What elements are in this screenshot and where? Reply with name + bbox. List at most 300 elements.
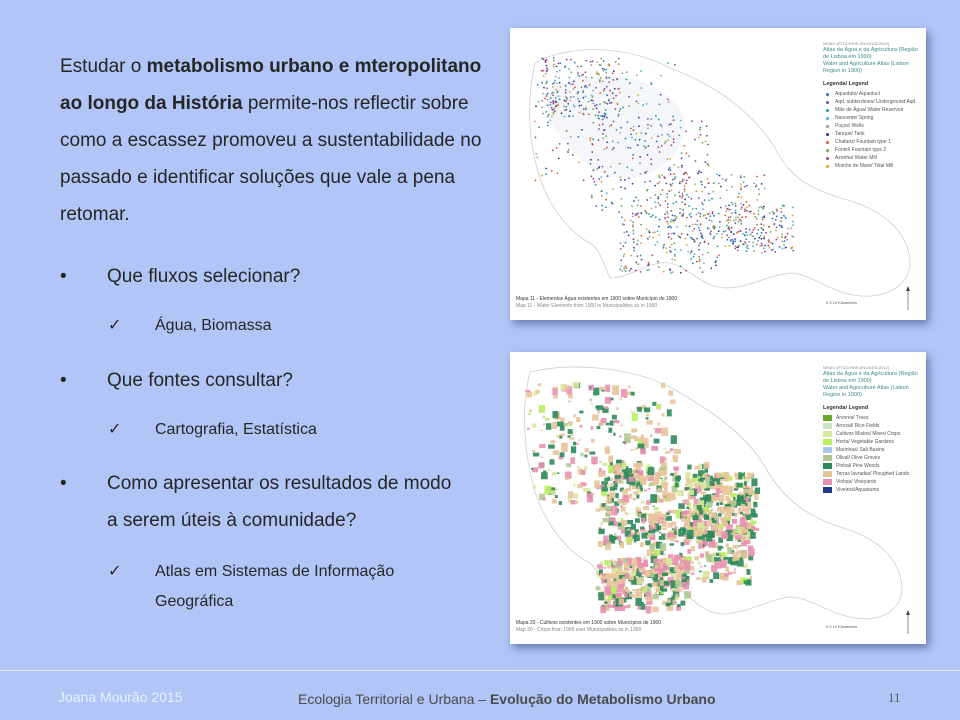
map-point (599, 79, 601, 81)
map-point (761, 238, 763, 240)
map-point (577, 74, 579, 76)
map-point (599, 103, 601, 105)
map-point (740, 188, 742, 190)
map-point (666, 211, 668, 213)
map-point (758, 210, 760, 212)
map-point (674, 215, 676, 217)
map-point (772, 243, 774, 245)
land-use-patch (568, 429, 573, 434)
land-use-patch (629, 576, 634, 580)
map-point (554, 80, 556, 82)
map-point (763, 224, 765, 226)
land-use-patch (608, 605, 613, 608)
map-point (673, 138, 675, 140)
map-point (698, 249, 700, 251)
caption-pt: Mapa 11 - Elementos Água existentes em 1900 sobre Município de 1900 (516, 296, 678, 302)
land-use-patch (634, 539, 636, 542)
land-use-patch (629, 477, 635, 482)
map-point (635, 270, 637, 272)
land-use-patch (683, 540, 686, 542)
legend-label: Horta/ Vegetable Gardens (836, 438, 894, 445)
map-point (659, 181, 661, 183)
map-point (764, 251, 766, 253)
land-use-patch (595, 406, 598, 409)
map-point (535, 137, 537, 139)
map-point (614, 108, 616, 110)
map-point (674, 255, 676, 257)
map-point (657, 230, 659, 232)
map-point (740, 203, 742, 205)
map-point (752, 235, 754, 237)
map-point (686, 244, 688, 246)
land-use-patch (681, 542, 684, 546)
map-point (657, 183, 659, 185)
map-point (654, 201, 656, 203)
land-use-patch (659, 536, 665, 540)
land-use-patch (532, 424, 536, 428)
map-point (729, 245, 731, 247)
map-point (679, 183, 681, 185)
map-title-en: Water and Agriculture Atlas (Lisbon Region in 1900) (823, 61, 909, 74)
map-point (785, 247, 787, 249)
land-use-patch (683, 570, 685, 572)
map-point (726, 239, 728, 241)
map-point (703, 263, 705, 265)
map-point (655, 115, 657, 117)
land-use-patch (559, 501, 562, 505)
land-use-patch (565, 385, 570, 390)
map-point (640, 255, 642, 257)
map-point (672, 183, 674, 185)
land-use-patch (619, 599, 624, 605)
map-point (695, 190, 697, 192)
map-point (683, 145, 685, 147)
map-point (699, 260, 701, 262)
map-point (624, 188, 626, 190)
map-point (617, 115, 619, 117)
map-point (683, 212, 685, 214)
land-use-patch (657, 422, 660, 425)
map-point (635, 197, 637, 199)
map-point (648, 145, 650, 147)
land-use-patch (531, 468, 533, 470)
land-use-patch (748, 548, 755, 556)
map-point (745, 201, 747, 203)
map-point (631, 169, 633, 171)
map-point (652, 237, 654, 239)
land-use-patch (652, 402, 656, 406)
land-use-patch (544, 486, 551, 495)
map-point (604, 88, 606, 90)
map-point (719, 175, 721, 177)
land-use-patch (598, 575, 602, 577)
map-point (669, 250, 671, 252)
map-point (646, 171, 648, 173)
map-point (594, 105, 596, 107)
land-use-patch (555, 495, 558, 498)
map-point (633, 129, 635, 131)
map-point (592, 178, 594, 180)
land-use-patch (732, 519, 738, 524)
map-point (687, 251, 689, 253)
map-title-pt: Atlas da Água e da Agricultura (Região de Lisboa em 1900) (823, 47, 918, 60)
map-point (546, 81, 548, 83)
map-point (591, 175, 593, 177)
land-use-patch (664, 581, 670, 586)
land-use-patch (711, 565, 717, 572)
land-use-patch (707, 544, 709, 546)
map-point (572, 154, 574, 156)
map-point (668, 169, 670, 171)
map-point (792, 250, 794, 252)
map-point (715, 262, 717, 264)
land-use-patch (736, 527, 741, 534)
map-point (762, 216, 764, 218)
land-use-patch (628, 534, 631, 537)
caption-en: Map 20 - Crops from 1900 over Municipalities as in 1900 (516, 627, 642, 633)
map-point (638, 103, 640, 105)
map-point (688, 155, 690, 157)
map-point (697, 224, 699, 226)
map-point (574, 106, 576, 108)
map-point (556, 71, 558, 73)
land-use-patch (732, 571, 736, 574)
land-use-patch (734, 488, 738, 490)
land-use-patch (608, 465, 614, 473)
map-point (714, 236, 716, 238)
map-point (673, 141, 675, 143)
land-use-patch (718, 546, 722, 551)
map-point (763, 236, 765, 238)
legend-item (823, 470, 923, 478)
land-use-patch (580, 425, 582, 427)
map-point (669, 167, 671, 169)
map-point (681, 165, 683, 167)
map-point (757, 229, 759, 231)
map-point (630, 255, 632, 257)
map-point (545, 173, 547, 175)
land-use-patch (590, 452, 596, 455)
land-use-patch (611, 587, 616, 594)
land-use-patch (726, 474, 729, 476)
map-point (632, 154, 634, 156)
map-point (596, 168, 598, 170)
map-point (746, 234, 748, 236)
map-point (622, 223, 624, 225)
land-use-patch (611, 506, 618, 516)
map-point (568, 77, 570, 79)
land-use-patch (643, 506, 649, 510)
land-use-patch (745, 486, 747, 489)
map-point (541, 106, 543, 108)
map-point (635, 213, 637, 215)
map-point (601, 205, 603, 207)
land-use-patch (673, 601, 677, 603)
map-point (735, 222, 737, 224)
land-use-patch (751, 526, 755, 530)
map-point (654, 194, 656, 196)
map-point (774, 251, 776, 253)
land-use-patch (652, 607, 658, 613)
map-point (726, 220, 728, 222)
map-point (694, 139, 696, 141)
map-point (619, 163, 621, 165)
map-point (640, 224, 642, 226)
map-point (704, 214, 706, 216)
map-point (792, 224, 794, 226)
map-point (638, 199, 640, 201)
land-use-patch (601, 418, 607, 423)
land-use-patch (667, 599, 671, 603)
map-point (786, 239, 788, 241)
land-use-patch (616, 593, 622, 597)
land-use-patch (671, 510, 676, 514)
map-point (738, 245, 740, 247)
map-point (700, 134, 702, 136)
map-point (678, 134, 680, 136)
map-point (696, 238, 698, 240)
map-point (671, 244, 673, 246)
legend-swatch (823, 479, 832, 485)
map-point (555, 76, 557, 78)
land-use-patch (734, 513, 737, 517)
map-point (547, 69, 549, 71)
map-point (731, 231, 733, 233)
map-point (669, 246, 671, 248)
map-point (563, 105, 565, 107)
land-use-patch (648, 467, 655, 475)
map-point (566, 59, 568, 61)
land-use-patch (636, 564, 638, 566)
land-use-patch (710, 579, 714, 583)
land-use-patch (671, 498, 674, 499)
land-use-patch (605, 586, 612, 595)
map-point (720, 207, 722, 209)
map-point (612, 72, 614, 74)
land-use-patch (716, 502, 719, 506)
map-point (605, 113, 607, 115)
land-use-patch (662, 573, 668, 577)
map-point (740, 183, 742, 185)
map-point (685, 131, 687, 133)
map-point (714, 227, 716, 229)
land-use-patch (599, 561, 603, 564)
map-point (605, 206, 607, 208)
map-point (734, 248, 736, 250)
map-point (569, 91, 571, 93)
land-use-patch (675, 588, 682, 592)
map-point (615, 61, 617, 63)
map-point (754, 216, 756, 218)
map-point (731, 186, 733, 188)
map-point (735, 210, 737, 212)
map-point (664, 143, 666, 145)
map-point (719, 221, 721, 223)
map-point (708, 193, 710, 195)
land-use-patch (541, 457, 543, 458)
map-point (565, 96, 567, 98)
map-point (770, 242, 772, 244)
land-use-patch (543, 497, 546, 501)
map-point (636, 255, 638, 257)
legend-item (823, 138, 923, 146)
land-use-patch (636, 576, 639, 579)
map-point (648, 263, 650, 265)
map-point (752, 245, 754, 247)
map-point (776, 239, 778, 241)
map-point (671, 238, 673, 240)
map-point (741, 206, 743, 208)
land-use-patch (681, 601, 686, 606)
map-point (758, 189, 760, 191)
map-point (572, 115, 574, 117)
map-point (689, 176, 691, 178)
map-point (564, 100, 566, 102)
land-use-patch (543, 470, 546, 472)
map-point (712, 213, 714, 215)
legend-label: Azenha/ Water Mill (835, 154, 877, 161)
land-use-patch (670, 588, 672, 590)
intro-paragraph (60, 48, 490, 233)
map-point (781, 226, 783, 228)
land-use-patch (620, 397, 622, 401)
map-point (630, 220, 632, 222)
map-point (691, 250, 693, 252)
map-point (740, 186, 742, 188)
map-point (713, 182, 715, 184)
land-use-patch (662, 483, 668, 488)
land-use-patch (699, 571, 702, 573)
map-point (574, 61, 576, 63)
land-use-patch (693, 505, 697, 508)
map-point (631, 205, 633, 207)
land-use-patch (605, 506, 612, 510)
land-use-patch (750, 519, 752, 521)
page-number: 11 (888, 690, 901, 705)
map-point (609, 126, 611, 128)
map-point (720, 186, 722, 188)
map-point (565, 92, 567, 94)
map-point (605, 72, 607, 74)
map-point (691, 238, 693, 240)
land-use-patch (647, 588, 651, 593)
map-point (590, 61, 592, 63)
land-use-patch (694, 526, 697, 531)
legend-swatch (823, 431, 832, 437)
map-point (585, 96, 587, 98)
map-point (579, 112, 581, 114)
land-use-patch (652, 516, 659, 521)
map-point (673, 173, 675, 175)
map-point (725, 245, 727, 247)
map-point (761, 245, 763, 247)
map-point (578, 101, 580, 103)
map-point (579, 75, 581, 77)
map-point (756, 233, 758, 235)
land-use-patch (653, 428, 655, 430)
map-point (699, 258, 701, 260)
legend-marker (826, 101, 829, 104)
legend-label: Pinhal/ Pine Woods (836, 462, 880, 469)
map-point (631, 137, 633, 139)
map-point (657, 202, 659, 204)
land-use-patch (621, 520, 627, 526)
legend-item (823, 438, 923, 446)
map-point (703, 209, 705, 211)
map-point (667, 99, 669, 101)
map-point (692, 208, 694, 210)
map-point (552, 86, 554, 88)
land-use-patch (608, 595, 613, 600)
map-point (624, 179, 626, 181)
map-point (598, 118, 600, 120)
map-point (582, 80, 584, 82)
map-point (559, 98, 561, 100)
land-use-patch (703, 571, 708, 577)
map-point (550, 97, 552, 99)
land-use-patch (626, 537, 631, 543)
land-use-patch (662, 413, 665, 416)
land-use-patch (546, 423, 551, 430)
land-use-patch (614, 568, 619, 572)
land-use-patch (597, 564, 603, 568)
land-use-patch (599, 468, 602, 472)
map-point (558, 77, 560, 79)
land-use-patch (566, 463, 571, 467)
map-point (748, 248, 750, 250)
map-point (644, 181, 646, 183)
map-point (552, 150, 554, 152)
map-point (567, 151, 569, 153)
map-point (661, 174, 663, 176)
map-point (731, 239, 733, 241)
map-point (541, 70, 543, 72)
map-point (678, 166, 680, 168)
map-point (654, 185, 656, 187)
map-point (586, 87, 588, 89)
land-use-patch (731, 501, 736, 507)
land-use-patch (646, 606, 652, 614)
land-use-patch (607, 484, 610, 488)
land-use-patch (666, 512, 669, 514)
map-point (686, 217, 688, 219)
map-point (792, 207, 794, 209)
legend-label: Poços/ Wells (835, 122, 864, 129)
map-point (650, 84, 652, 86)
map-point (555, 89, 557, 91)
map-point (660, 124, 662, 126)
land-use-patch (730, 493, 737, 497)
map-point (710, 234, 712, 236)
map-point (734, 245, 736, 247)
land-use-patch (566, 477, 569, 480)
scale-bar: 0 5 10 Kilometers (826, 300, 858, 305)
land-use-patch (647, 420, 653, 425)
map-point (559, 70, 561, 72)
map-point (672, 271, 674, 273)
map-point (698, 256, 700, 258)
map-point (728, 237, 730, 239)
land-use-patch (685, 472, 690, 479)
land-use-patch (671, 435, 677, 444)
map-point (568, 68, 570, 70)
land-use-patch (726, 569, 730, 572)
land-use-patch (737, 497, 743, 503)
map-point (727, 219, 729, 221)
map-point (782, 248, 784, 250)
map-point (542, 93, 544, 95)
map-point (597, 115, 599, 117)
